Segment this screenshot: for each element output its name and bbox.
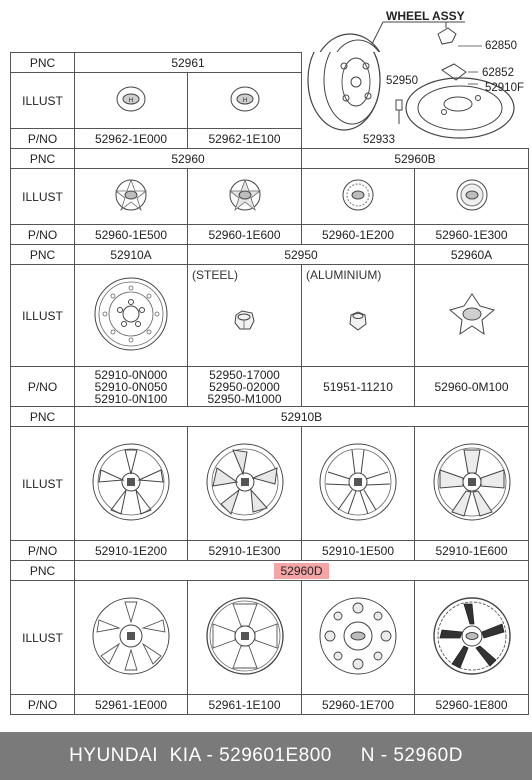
- illust-label: ILLUST: [11, 427, 75, 541]
- lug-nut-icon: [232, 309, 258, 333]
- part-number[interactable]: 52910-1E200: [75, 541, 188, 561]
- illust-cell[interactable]: [302, 265, 415, 367]
- pno-label: P/NO: [11, 225, 75, 245]
- illust-cell[interactable]: [302, 581, 415, 695]
- illust-cell[interactable]: [415, 169, 529, 225]
- part-number-group[interactable]: [188, 367, 302, 407]
- part-number[interactable]: 52960-0M100: [415, 367, 529, 407]
- pnc-value: 52950: [188, 245, 415, 265]
- pnc-value: 52960: [75, 149, 302, 169]
- pnc-value: 52960B: [302, 149, 529, 169]
- part-number[interactable]: 52950-17000: [209, 367, 280, 382]
- callout-52933: 52933: [363, 134, 395, 146]
- illust-cell[interactable]: [75, 73, 188, 129]
- part-number[interactable]: 52960-1E500: [75, 225, 188, 245]
- part-number-group[interactable]: [75, 367, 188, 407]
- parts-catalog-table: [10, 52, 529, 715]
- illust-cell[interactable]: [415, 427, 529, 541]
- center-cap-icon: [448, 292, 496, 336]
- illust-cell[interactable]: [188, 427, 302, 541]
- pno-label: P/NO: [11, 129, 75, 149]
- part-number[interactable]: 52960-1E300: [415, 225, 529, 245]
- pno-label: P/NO: [11, 695, 75, 715]
- center-cap-icon: [454, 177, 490, 213]
- alloy-wheel-icon: [203, 440, 287, 524]
- center-cap-icon: [227, 177, 263, 213]
- part-number[interactable]: 52960-1E200: [302, 225, 415, 245]
- pnc-label: PNC: [11, 245, 75, 265]
- illust-cell[interactable]: [188, 169, 302, 225]
- wheel-assy-title: WHEEL ASSY: [386, 9, 465, 23]
- part-number[interactable]: 51951-11210: [302, 367, 415, 407]
- part-number[interactable]: 52961-1E000: [75, 695, 188, 715]
- illust-label: ILLUST: [11, 169, 75, 225]
- svg-text:H: H: [128, 98, 134, 104]
- part-number[interactable]: 52962-1E100: [188, 129, 302, 149]
- lug-nut-icon: [347, 310, 369, 332]
- pnc-label: PNC: [11, 149, 75, 169]
- illust-label: ILLUST: [11, 73, 75, 129]
- illust-cell[interactable]: [75, 265, 188, 367]
- illust-cell[interactable]: [75, 581, 188, 695]
- pnc-label: PNC: [11, 407, 75, 427]
- highlighted-pnc[interactable]: 52960D: [274, 563, 328, 579]
- material-label-aluminium: (ALUMINIUM): [306, 268, 382, 282]
- part-number[interactable]: 52910-1E600: [415, 541, 529, 561]
- steel-wheel-icon: [91, 274, 171, 354]
- part-number[interactable]: 52961-1E100: [188, 695, 302, 715]
- illust-cell[interactable]: [188, 581, 302, 695]
- illust-cell[interactable]: [415, 265, 529, 367]
- wheel-cover-icon: [316, 594, 400, 678]
- callout-62852: 62852: [482, 67, 514, 79]
- part-number[interactable]: 52960-1E800: [415, 695, 529, 715]
- svg-text:H: H: [242, 98, 247, 104]
- illust-cell[interactable]: [302, 427, 415, 541]
- alloy-wheel-icon: [89, 440, 173, 524]
- illust-label: ILLUST: [11, 265, 75, 367]
- part-number[interactable]: 52910-0N000: [94, 367, 168, 382]
- illust-label: ILLUST: [11, 581, 75, 695]
- footer-text: HYUNDAI KIA - 529601E800 N - 52960D: [69, 745, 463, 766]
- pnc-value-highlighted: [75, 561, 529, 581]
- callout-62850: 62850: [485, 40, 517, 52]
- pnc-value: 52910A: [75, 245, 188, 265]
- part-number[interactable]: 52910-1E300: [188, 541, 302, 561]
- illust-cell[interactable]: [188, 73, 302, 129]
- pno-label: P/NO: [11, 541, 75, 561]
- part-number[interactable]: 52910-1E500: [302, 541, 415, 561]
- center-cap-icon: [113, 177, 149, 213]
- wheel-cover-icon: [430, 594, 514, 678]
- wheel-assy-illustration: [0, 0, 532, 52]
- part-number[interactable]: 52910-0N050: [94, 379, 168, 394]
- illust-cell[interactable]: [302, 169, 415, 225]
- hubcap-small-icon: [114, 84, 148, 114]
- callout-52950: 52950: [386, 75, 418, 87]
- pno-label: P/NO: [11, 367, 75, 407]
- part-number[interactable]: 52960-1E700: [302, 695, 415, 715]
- pnc-value: 52960A: [415, 245, 529, 265]
- pnc-label: PNC: [11, 53, 75, 73]
- illust-cell[interactable]: [75, 427, 188, 541]
- pnc-value: 52910B: [75, 407, 529, 427]
- part-number[interactable]: 52962-1E000: [75, 129, 188, 149]
- wheel-cover-icon: [203, 594, 287, 678]
- material-label-steel: (STEEL): [192, 268, 239, 282]
- part-number[interactable]: 52950-M1000: [207, 391, 282, 406]
- part-number[interactable]: 52960-1E600: [188, 225, 302, 245]
- part-number[interactable]: 52950-02000: [209, 379, 280, 394]
- illust-cell[interactable]: [75, 169, 188, 225]
- alloy-wheel-icon: [316, 440, 400, 524]
- pnc-value: 52961: [75, 53, 302, 73]
- illust-cell[interactable]: [415, 581, 529, 695]
- pnc-label: PNC: [11, 561, 75, 581]
- callout-52910f: 52910F: [485, 82, 525, 94]
- hubcap-small-icon: [228, 84, 262, 114]
- alloy-wheel-icon: [430, 440, 514, 524]
- center-cap-icon: [340, 177, 376, 213]
- footer-bar: [0, 732, 532, 780]
- illust-cell[interactable]: [188, 265, 302, 367]
- part-number[interactable]: 52910-0N100: [94, 391, 168, 406]
- wheel-cover-icon: [89, 594, 173, 678]
